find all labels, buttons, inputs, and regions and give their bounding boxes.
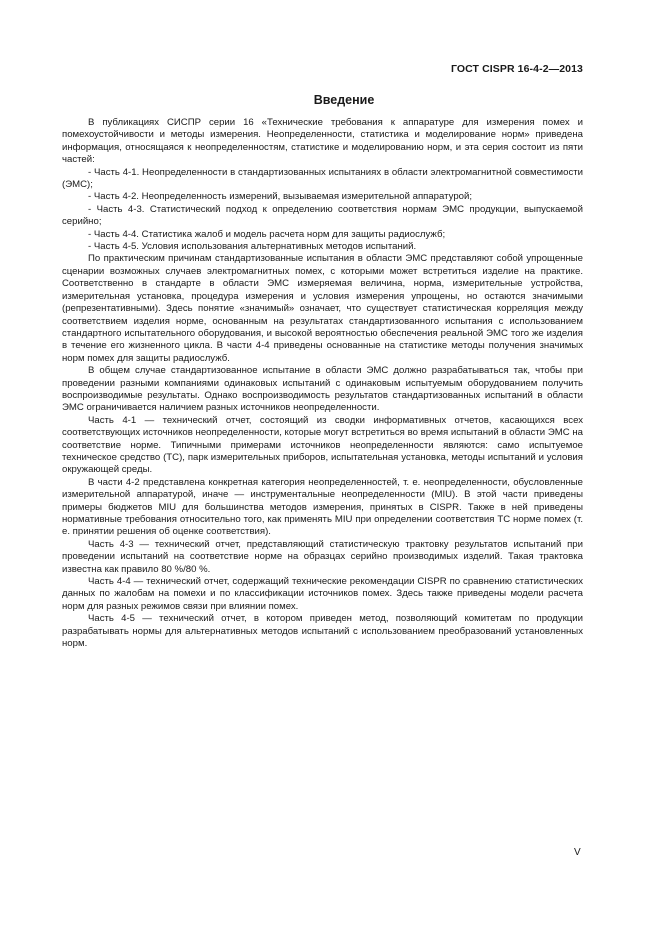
- list-item: - Часть 4-5. Условия использования альтернативных методов испытаний.: [88, 241, 417, 253]
- paragraph: Часть 4-4 — технический отчет, содержащий технические рекомендации CISPR по сравнению статистических данных по жалобам на помехи и по классификации источников помех. Здесь также приведены модели расчета норм для разных режимов связи при влиянии помех.: [62, 576, 583, 612]
- standard-designation: ГОСТ CISPR 16-4-2—2013: [450, 63, 583, 75]
- paragraph: Часть 4-3 — технический отчет, представляющий статистическую трактовку результатов испытаний при проведении испытаний на соответствие норме на образцах серийно производимых изделий. Такая трактовка известна как правило 80 %/80 %.: [62, 538, 583, 575]
- list-item: - Часть 4-4. Статистика жалоб и модель расчета норм для защиты радиослужб;: [88, 228, 446, 240]
- page-number: V: [574, 847, 581, 858]
- list-item: - Часть 4-1. Неопределенности в стандартизованных испытаниях в области электромагнитной совместимости (ЭМС);: [62, 166, 583, 191]
- paragraph: Часть 4-5 — технический отчет, в котором приведен метод, позволяющий комитетам по продукции разрабатывать нормы для альтернативных методов испытаний с использованием преобразований установленных норм.: [62, 613, 583, 650]
- paragraph: В публикациях СИСПР серии 16 «Технические требования к аппаратуре для измерения помех и помехоустойчивости и методы измерения. Неопределенности, статистика и моделирование норм» приведена информация, относящаяся к неопределенностям, статистике и моделированию норм, и эта серия состоит из пяти частей:: [62, 117, 583, 166]
- list-item: - Часть 4-3. Статистический подход к определению соответствия нормам ЭМС продукции, выпускаемой серийно;: [62, 203, 583, 228]
- paragraph: В части 4-2 представлена конкретная категория неопределенностей, т. е. неопределенности, обусловленные измерительной аппаратурой, иначе — инструментальные неопределенности (MIU). В этой части приведены примеры бюджетов MIU для большинства методов измерения, принятых в CISPR. Также в ней приведены нормативные требования относительно того, как применять MIU при определении соответствия ТС норме помех (т. е. принятии решения об оценке соответствия).: [62, 476, 583, 538]
- section-title: Введение: [313, 93, 375, 107]
- list-item: - Часть 4-2. Неопределенность измерений, вызываемая измерительной аппаратурой;: [88, 191, 473, 203]
- paragraph: Часть 4-1 — технический отчет, состоящий из сводки информативных отчетов, касающихся всех соответствующих источников неопределенности, которые могут встретиться во время испытаний в области ЭМС на соответствие норме. Типичными примерами источников неопределенности являются: само испытуемое техническое средство (ТС), парк измерительных приборов, испытательная установка, методы испытаний и условия окружающей среды.: [62, 414, 583, 476]
- paragraph: В общем случае стандартизованное испытание в области ЭМС должно разрабатываться так, чтобы при проведении разными компаниями одинаковых испытаний с одинаковым испытуемым оборудованием получить воспроизводимые результаты. Однако воспроизводимость результатов стандартизованных испытаний в области ЭМС ограничивается наличием разных источников неопределенности.: [62, 365, 583, 414]
- paragraph: По практическим причинам стандартизованные испытания в области ЭМС представляют собой упрощенные сценарии возможных случаев электромагнитных помех, с которыми может встретиться изделие на практике. Соответственно в стандарте в области ЭМС измеряемая величина, норма, измерительные устройства, измерительная установка, процедура измерения и условия измерения упрощены, но остаются значимыми (репрезентативными). Здесь понятие «значимый» означает, что существует статистическая корреляция между соответствием изделия норме, основанным на результатах стандартизованного испытания с использованием стандартного испытательного оборудования, и высокой вероятностью обеспечения реальной ЭМС того же изделия в течение его жизненного цикла. В части 4-4 приведены основанные на статистике методы получения значимых норм помех для защиты радиослужб.: [62, 253, 583, 364]
- body-text: [62, 117, 583, 650]
